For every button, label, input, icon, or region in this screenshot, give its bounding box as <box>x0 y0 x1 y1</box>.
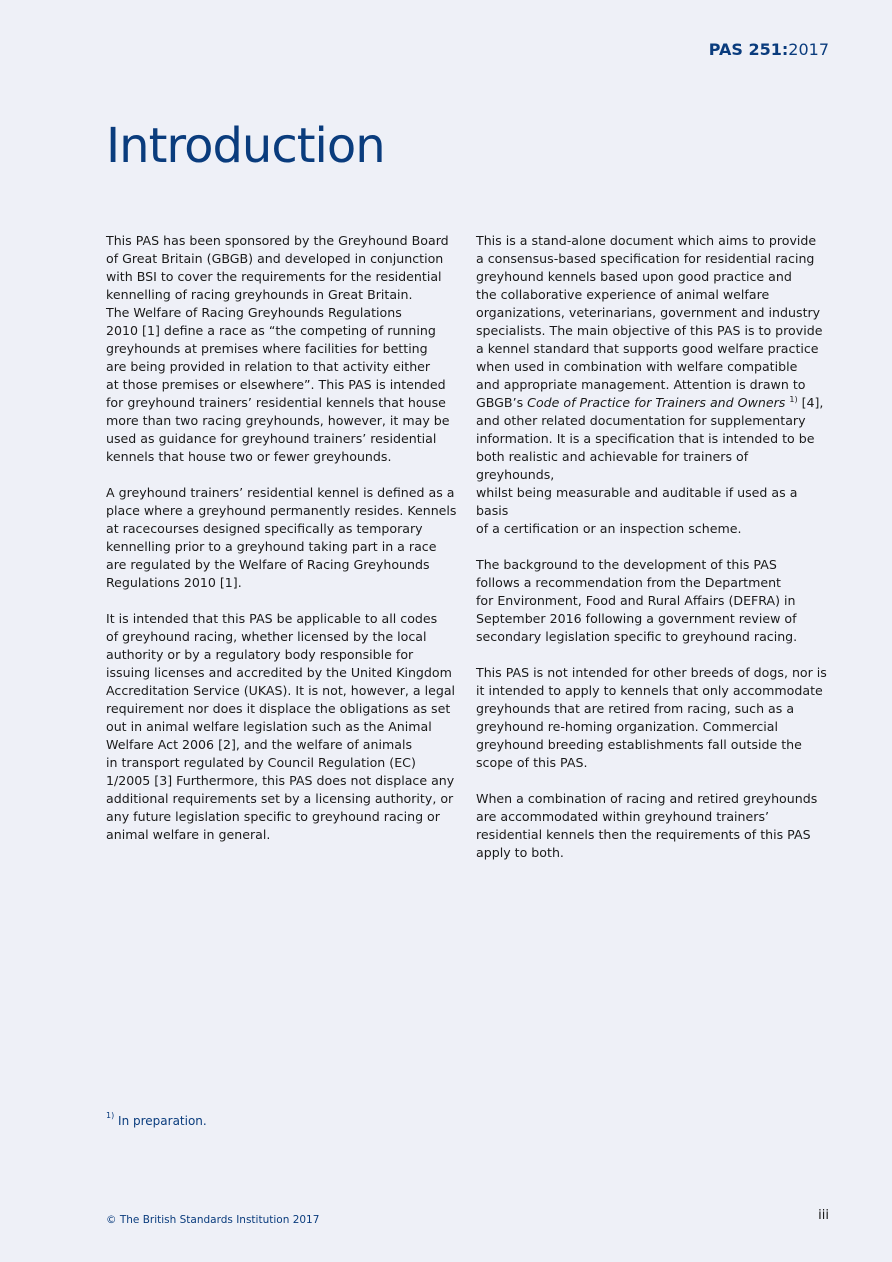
right-paragraph-1-start: This is a stand-alone document which aims to provide a consensus-based specification for residential racing greyhound kennels based upon good practice and the collaborative experience of animal welfare organizations, veterinarians, government and industry specialists. The main objective of this PAS is to provide a kennel standard that supports good welfare practice when used in combination with welfare compatible and appropriate management. Attention is drawn to GBGB’s <box>476 233 823 410</box>
copyright-notice: © The British Standards Institution 2017 <box>106 1214 320 1226</box>
page-number: iii <box>818 1208 829 1223</box>
footnote-reference: 1) <box>789 395 798 404</box>
document-code <box>709 40 829 59</box>
document-code-number: PAS 251: <box>708 40 789 59</box>
right-paragraph-1 <box>476 232 830 538</box>
left-column <box>106 232 460 862</box>
right-paragraph-2: The background to the development of this PAS follows a recommendation from the Department for Environment, Food and Rural Affairs (DEFRA) in September 2016 following a government review of secondary legislation specific to greyhound racing. <box>476 557 798 644</box>
right-paragraph-3: This PAS is not intended for other breeds of dogs, nor is it intended to apply to kennels that only accommodate greyhounds that are retired from racing, such as a greyhound re-homing organization. Commercial greyhound breeding establishments fall outside the scope of this PAS. <box>476 665 827 770</box>
right-paragraph-1-end: [4], and other related documentation for supplementary information. It is a specification that is intended to be both realistic and achievable for trainers of greyhounds, whilst being measurable and auditable if used as a basis of a certification or an inspection scheme. <box>476 395 824 536</box>
footnote-marker: 1) <box>106 1111 115 1120</box>
left-paragraph-2: A greyhound trainers’ residential kennel is defined as a place where a greyhound permanently resides. Kennels at racecourses designed specifically as temporary kennelling prior to a greyhound taking part in a race are regulated by the Welfare of Racing Greyhounds Regulations 2010 [1]. <box>106 485 457 590</box>
right-paragraph-4: When a combination of racing and retired greyhounds are accommodated within greyhound trainers’ residential kennels then the requirements of this PAS apply to both. <box>476 791 818 860</box>
code-of-practice-title: Code of Practice for Trainers and Owners <box>527 395 786 410</box>
right-column <box>476 232 830 880</box>
left-paragraph-1: This PAS has been sponsored by the Greyhound Board of Great Britain (GBGB) and developed in conjunction with BSI to cover the requirements for the residential kennelling of racing greyhounds in Great Britain. The Welfare of Racing Greyhounds Regulations 2010 [1] define a race as “the competing of running greyhounds at premises where facilities for betting are being provided in relation to that activity either at those premises or elsewhere”. This PAS is intended for greyhound trainers’ residential kennels that house more than two racing greyhounds, however, it may be used as guidance for greyhound trainers’ residential kennels that house two or fewer greyhounds. <box>106 233 450 464</box>
left-paragraph-3: It is intended that this PAS be applicable to all codes of greyhound racing, whether licensed by the local authority or by a regulatory body responsible for issuing licenses and accredited by the United Kingdom Accreditation Service (UKAS). It is not, however, a legal requirement nor does it displace the obligations as set out in animal welfare legislation such as the Animal Welfare Act 2006 [2], and the welfare of animals in transport regulated by Council Regulation (EC) 1/2005 [3] Furthermore, this PAS does not displace any additional requirements set by a licensing authority, or any future legislation specific to greyhound racing or animal welfare in general. <box>106 611 456 842</box>
footnote-text: In preparation. <box>114 1114 207 1128</box>
document-code-year: 2017 <box>788 40 829 59</box>
footnote <box>106 1111 207 1128</box>
page-title: Introduction <box>106 118 385 174</box>
